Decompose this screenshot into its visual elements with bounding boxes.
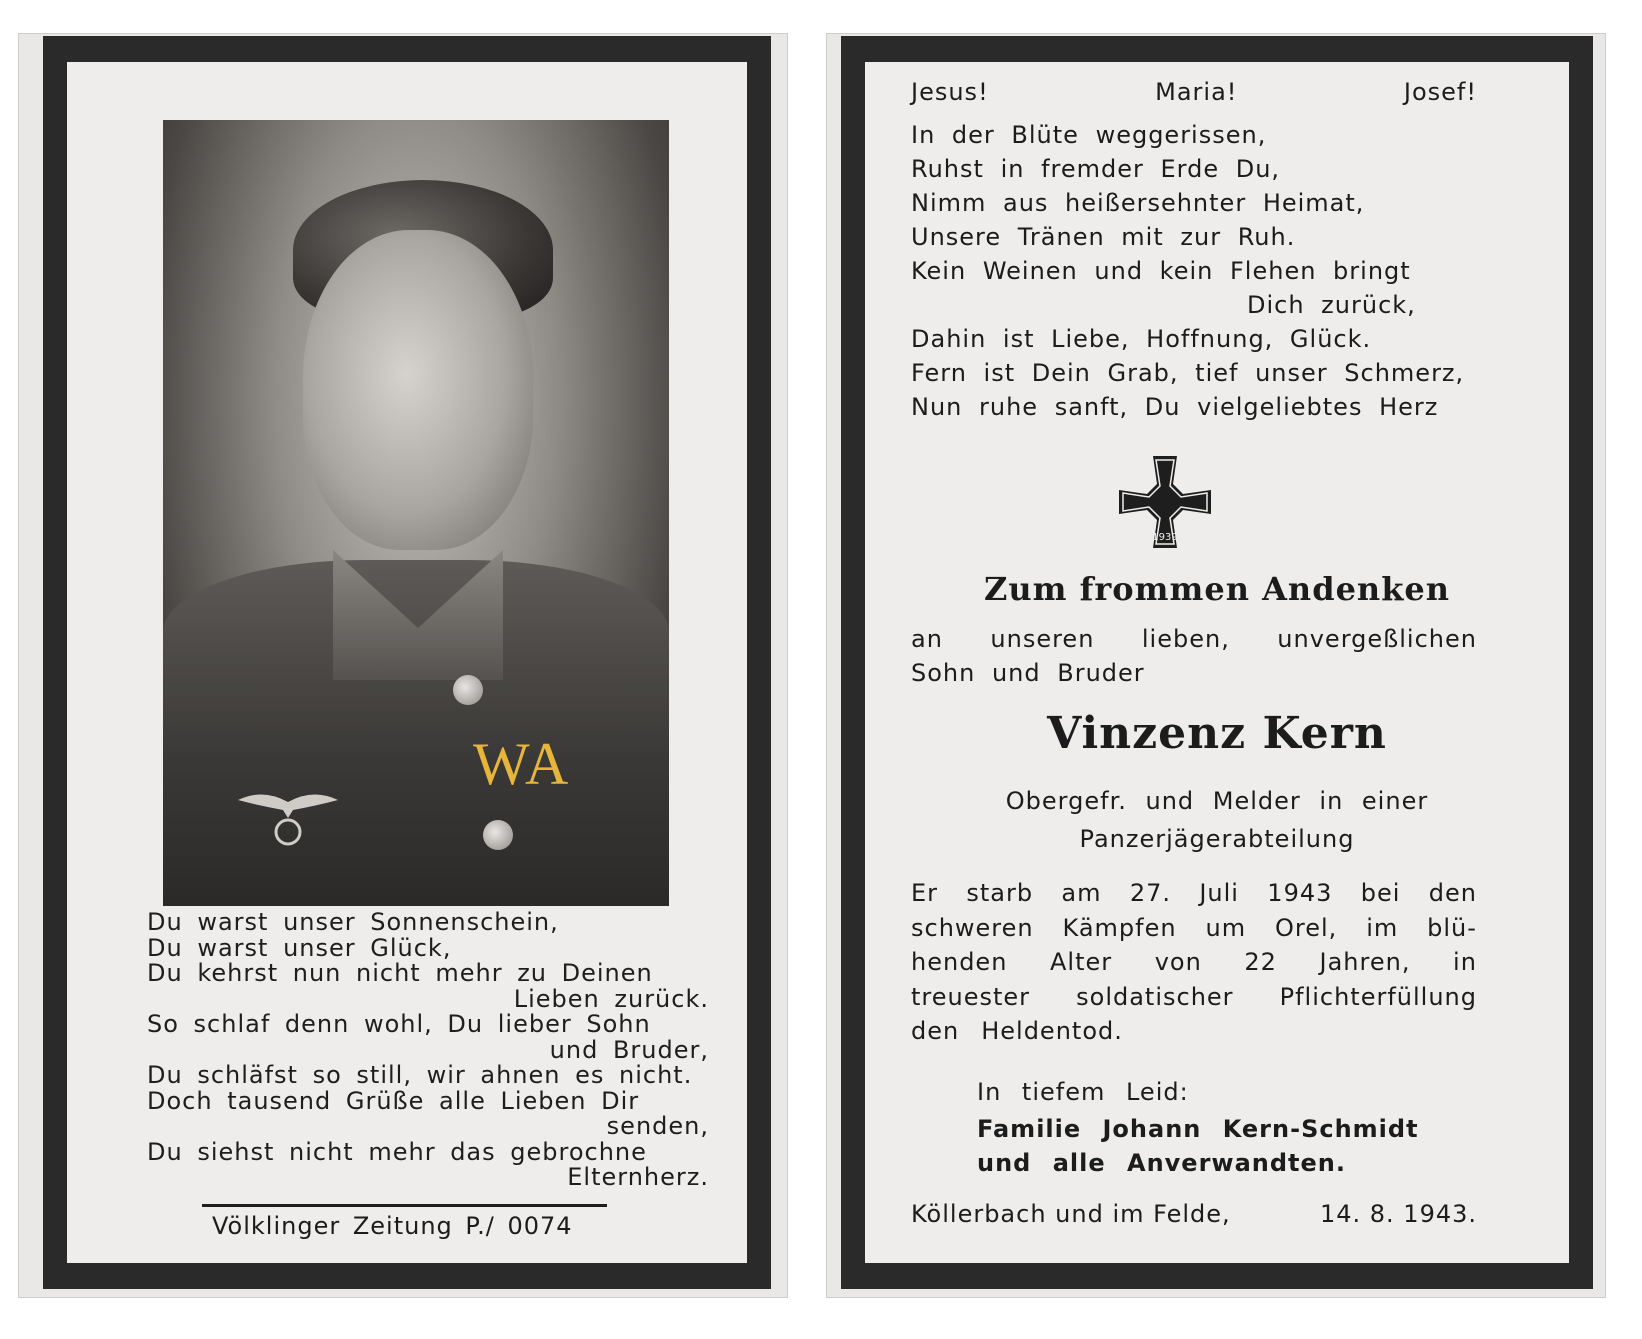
portrait-photo: [163, 120, 669, 906]
invocation: [911, 78, 1477, 106]
word: henden: [911, 948, 1008, 976]
dedication-line: [911, 622, 1477, 656]
word: bei: [1360, 879, 1401, 907]
poem-line: Dich zurück,: [1247, 291, 1416, 319]
rank-line: Obergefr. und Melder in einer: [1005, 787, 1429, 815]
word: Kämpfen: [1062, 913, 1177, 942]
dedication-word: unvergeßlichen: [1277, 625, 1477, 653]
word: Orel,: [1275, 913, 1338, 942]
portrait-tunic: [163, 560, 669, 906]
word: Er: [911, 879, 939, 907]
poem-line: senden,: [606, 1112, 709, 1140]
poem-line: Dahin ist Liebe, Hoffnung, Glück.: [911, 325, 1372, 353]
poem-line: Du kehrst nun nicht mehr zu Deinen: [147, 959, 653, 987]
iron-cross-icon: [1117, 454, 1213, 550]
word: Alter: [1049, 948, 1113, 976]
deceased-name: Vinzenz Kern: [1047, 708, 1387, 759]
rank-and-unit: [865, 782, 1569, 858]
uniform-insignia-icon: [233, 780, 343, 850]
family-name-line: Familie Johann Kern-Schmidt: [977, 1115, 1419, 1143]
poem-right: [911, 118, 1477, 424]
poem-line: Lieben zurück.: [513, 984, 709, 1013]
poem-line: und Bruder,: [549, 1035, 709, 1064]
word: soldatischer: [1076, 982, 1234, 1011]
poem-line: Nimm aus heißersehnter Heimat,: [911, 189, 1365, 217]
word: um: [1205, 913, 1247, 942]
poem-line: Fern ist Dein Grab, tief unser Schmerz,: [911, 359, 1465, 387]
tunic-button: [483, 820, 513, 850]
poem-line: In der Blüte weggerissen,: [911, 121, 1267, 149]
word: den: [911, 1017, 960, 1045]
place: Köllerbach und im Felde,: [911, 1200, 1231, 1228]
death-notice-line: [911, 876, 1477, 911]
portrait-face: [303, 230, 533, 550]
word: 22: [1244, 948, 1277, 976]
word: Jahren,: [1319, 948, 1411, 976]
divider-rule: [202, 1204, 607, 1207]
word: starb: [966, 879, 1034, 907]
mourning-border: [841, 36, 1593, 1289]
poem-line: Unsere Tränen mit zur Ruh.: [911, 223, 1296, 251]
word: in: [1453, 948, 1477, 976]
dedication-line: Sohn und Bruder: [911, 659, 1145, 687]
date: 14. 8. 1943.: [1319, 1200, 1477, 1228]
dedication-word: an: [911, 625, 943, 653]
death-notice-line: [911, 980, 1477, 1015]
invocation-word: Josef!: [1403, 78, 1477, 106]
mourning-lead: In tiefem Leid:: [977, 1078, 1189, 1106]
poem-line: Ruhst in fremder Erde Du,: [911, 155, 1281, 183]
emblem-year: 1939: [1152, 532, 1178, 543]
poem-line: Du siehst nicht mehr das gebrochne: [147, 1137, 647, 1166]
word: 1943: [1267, 879, 1333, 907]
word: von: [1154, 948, 1202, 976]
word: im: [1366, 913, 1399, 942]
place-and-date: [911, 1200, 1477, 1228]
mourning-signature: [977, 1072, 1457, 1180]
poem-line: Du warst unser Sonnenschein,: [147, 908, 559, 936]
memorial-heading: Zum frommen Andenken: [984, 570, 1450, 608]
publisher-imprint: Völklinger Zeitung P./ 0074: [212, 1212, 573, 1240]
poem-line: Elternherz.: [567, 1163, 709, 1191]
poem-left: [147, 910, 717, 1191]
dedication-word: unseren: [990, 625, 1095, 653]
death-notice-line: [911, 1014, 1477, 1049]
word: Pflichterfüllung: [1279, 982, 1477, 1011]
word: treuester: [911, 982, 1031, 1011]
card-right-panel: [826, 33, 1606, 1298]
word: den: [1428, 879, 1477, 907]
death-notice-line: [911, 911, 1477, 946]
tunic-button: [453, 675, 483, 705]
left-panel-body: [67, 62, 747, 1263]
death-notice-line: [911, 945, 1477, 980]
right-panel-body: [865, 62, 1569, 1263]
poem-line: So schlaf denn wohl, Du lieber Sohn: [147, 1010, 651, 1038]
word: Juli: [1199, 879, 1239, 907]
mourning-border: [43, 36, 771, 1289]
word: Heldentod.: [981, 1017, 1123, 1045]
poem-line: Kein Weinen und kein Flehen bringt: [911, 257, 1411, 285]
poem-line: Doch tausend Grüße alle Lieben Dir: [147, 1086, 640, 1115]
poem-line: Nun ruhe sanft, Du vielgeliebtes Herz: [911, 393, 1439, 421]
family-name-line: und alle Anverwandten.: [977, 1149, 1346, 1177]
dedication-word: lieben,: [1141, 625, 1230, 653]
word: am: [1061, 879, 1102, 907]
card-left-panel: [18, 33, 788, 1298]
word: 27.: [1129, 879, 1172, 907]
word: schweren: [911, 913, 1034, 942]
word: blü-: [1427, 913, 1477, 942]
watermark: WA: [473, 731, 571, 797]
death-notice: [911, 876, 1477, 1049]
rank-line: Panzerjägerabteilung: [1079, 825, 1355, 853]
dedication: [911, 622, 1477, 690]
poem-line: Du warst unser Glück,: [147, 933, 452, 962]
invocation-word: Jesus!: [911, 78, 989, 106]
invocation-word: Maria!: [1155, 78, 1238, 106]
poem-line: Du schläfst so still, wir ahnen es nicht.: [147, 1061, 693, 1089]
